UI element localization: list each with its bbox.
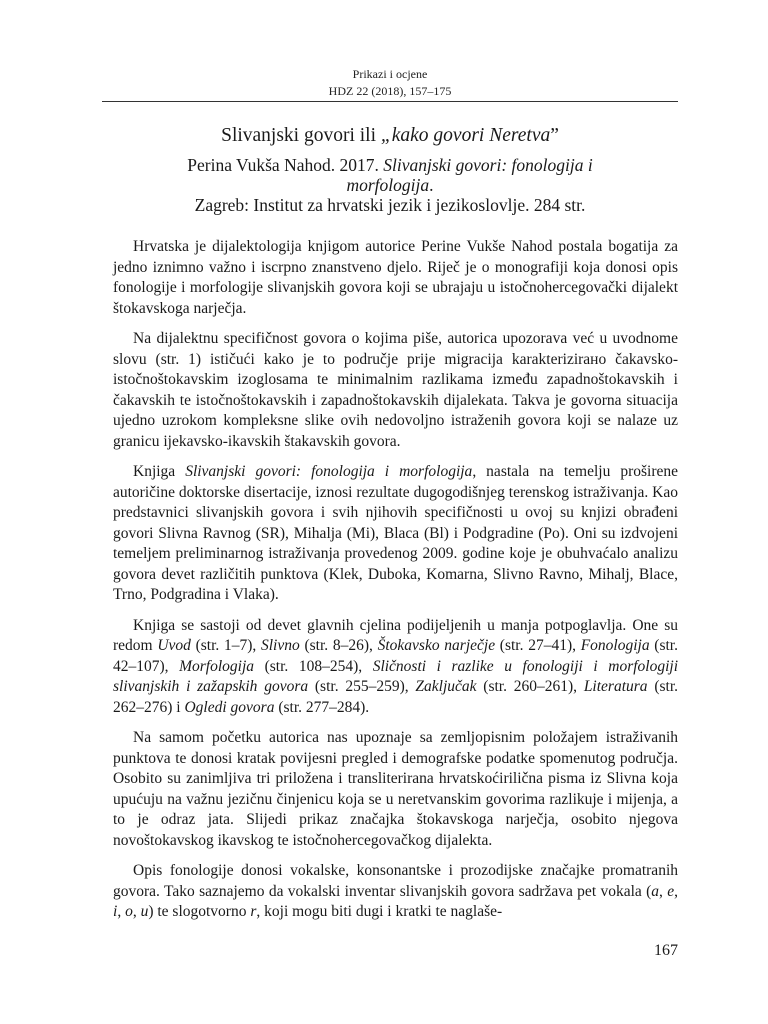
journal-citation: HDZ 22 (2018), 157–175 <box>328 84 452 98</box>
review-title <box>102 124 678 148</box>
p4-text: (str. 262–276) i <box>113 678 678 716</box>
p4-chapter-uvod: Uvod <box>157 637 191 654</box>
review-body <box>113 237 678 933</box>
p6-vowel: a <box>651 882 660 900</box>
p6-vowel: o <box>125 903 133 920</box>
title-italic: „kako govori Neretva <box>380 125 551 146</box>
p4-text: (str. 255–259), <box>308 678 416 695</box>
p4-chapter-morfologija: Morfologija <box>179 657 255 675</box>
p6-text: Opis fonologije donosi vokalske, konsonantske i prozodijske značajke promatranih govora. Tako saznajemo da vokalski inventar slivanjskih govora sadržava pet vokala ( <box>113 862 678 900</box>
p4-text: (str. 260–261), <box>476 678 584 695</box>
p3-text-b: , nastala na temelju proširene autoričine doktorske disertacije, iznosi rezultate dugogodišnjeg terenskog istraživanja. Kao predstavnici slivanjskih govora i svih njihovih specifičnosti u ovoj su knjizi obrađeni govori Slivna Ravnog (SR), Mihalja (Mi), Blaca (Bl) i Podgradine (Po). Oni su izdvojeni temeljem preliminarnog istraživanja provedenog 2009. godine koje je obuhvaćalo analizu govora devet različitih punktova (Klek, Duboka, Komarna, Slivno Ravno, Mihalj, Blace, Trno, Podgradina i Vlaka). <box>113 463 678 603</box>
paragraph-3 <box>113 462 678 606</box>
p4-text: (str. 42–107), <box>113 637 678 675</box>
biblio-line-2 <box>102 175 678 195</box>
biblio-line-1 <box>102 155 678 175</box>
p4-chapter-literatura: Literatura <box>583 678 648 695</box>
p4-text: Knjiga se sastoji od devet glavnih cjelina podijeljenih u manja potpoglavlja. One su redom <box>113 616 678 654</box>
p4-text: (str. 277–284). <box>274 698 370 716</box>
bibliographic-reference <box>102 155 678 215</box>
p3-text-a: Knjiga <box>133 463 186 480</box>
p4-chapter-fonologija: Fonologija <box>580 637 650 654</box>
p4-text: (str. 27–41), <box>495 637 581 654</box>
p3-book-title: Slivanjski govori: fonologija i morfologija <box>185 463 473 480</box>
p4-chapter-ogledi: Ogledi govora <box>184 698 275 716</box>
paragraph-1: Hrvatska je dijalektologija knjigom autorice Perine Vukše Nahod postala bogatija za jedno iznimno važno i iscrpno znanstveno djelo. Riječ je o monografiji koja donosi opis fonologije i morfologije slivanjskih govora koji se ubrajaju u istočnohercegovački dijalekt štokavskoga narječja. <box>113 238 678 317</box>
paragraph-4 <box>113 616 678 719</box>
p6-text: ) te slogotvorno <box>148 903 251 920</box>
p4-text: (str. 1–7), <box>190 637 261 654</box>
p6-syllabic-r: r <box>250 903 257 920</box>
p4-text: (str. 8–26), <box>299 637 378 654</box>
p6-text: , koji mogu biti dugi i kratki te naglaše- <box>256 903 503 920</box>
p6-sep: , <box>674 882 679 900</box>
author-year: Perina Vukša Nahod. 2017. <box>187 155 384 175</box>
paragraph-5: Na samom početku autorica nas upoznaje sa zemljopisnim položajem istraživanih punktova te donosi kratak povijesni pregled i demografske podatke spomenutog područja. Osobito su zanimljiva tri priložena i transliterirana hrvatskoćirilična pisma iz Slivna koja upućuju na važnu jezičnu činjenicu koja se u neretvanskim govorima razlikuje i mijenja, a to je odraz jata. Slijedi prikaz značajka štokavskoga narječja, osobito njegova novoštokavskog ikavskog te istočnohercegovačkog dijalekta. <box>113 729 678 849</box>
title-text: Slivanjski govori ili <box>221 125 381 146</box>
book-title-end: . <box>429 175 434 195</box>
book-title-part-1: Slivanjski govori: fonologija i <box>383 155 593 175</box>
p4-text: (str. 108–254), <box>254 657 373 675</box>
p6-sep: , <box>117 903 126 920</box>
p4-chapter-zakljucak: Zaključak <box>415 678 477 695</box>
p4-chapter-slicnosti: Sličnosti i razlike u fonologiji i morfologiji slivanjskih i zažapskih govora <box>113 657 679 695</box>
p4-chapter-stokavsko: Štokavsko narječje <box>377 637 496 654</box>
p4-chapter-slivno: Slivno <box>261 637 300 654</box>
publisher-line: Zagreb: Institut za hrvatski jezik i jezikoslovlje. 284 str. <box>194 195 586 215</box>
book-title-part-2: morfologija <box>346 175 430 195</box>
section-name: Prikazi i ocjene <box>352 67 428 81</box>
paragraph-2: Na dijalektnu specifičnost govora o kojima piše, autorica upozorava već u uvodnome slovu (str. 1) ističući kako je to područje prije migracija karakteriziraно čakavsko-istočnoštokavskim izoglosama te minimalnim razlikama između zapadnoštokavskih i čakavskih te istočnoštokavskih i zapadnoštokavskih dijalekata. Takva je govorna situacija ujedno uzrokom kompleksne slike ovih nedovoljno istraženih govora koji se nalaze uz granicu ijekavsko-ikavskih štakavskih govora. <box>113 330 678 450</box>
paragraph-6 <box>113 861 678 923</box>
header-rule <box>102 101 678 102</box>
p6-vowel: u <box>140 903 149 920</box>
p6-sep: , <box>132 903 141 920</box>
title-closing-quote: ” <box>550 125 559 146</box>
running-head <box>102 66 678 100</box>
p6-sep: , <box>659 882 668 900</box>
p6-vowel: i <box>113 903 118 920</box>
p6-vowel: e <box>667 882 675 900</box>
page-number: 167 <box>654 942 678 959</box>
